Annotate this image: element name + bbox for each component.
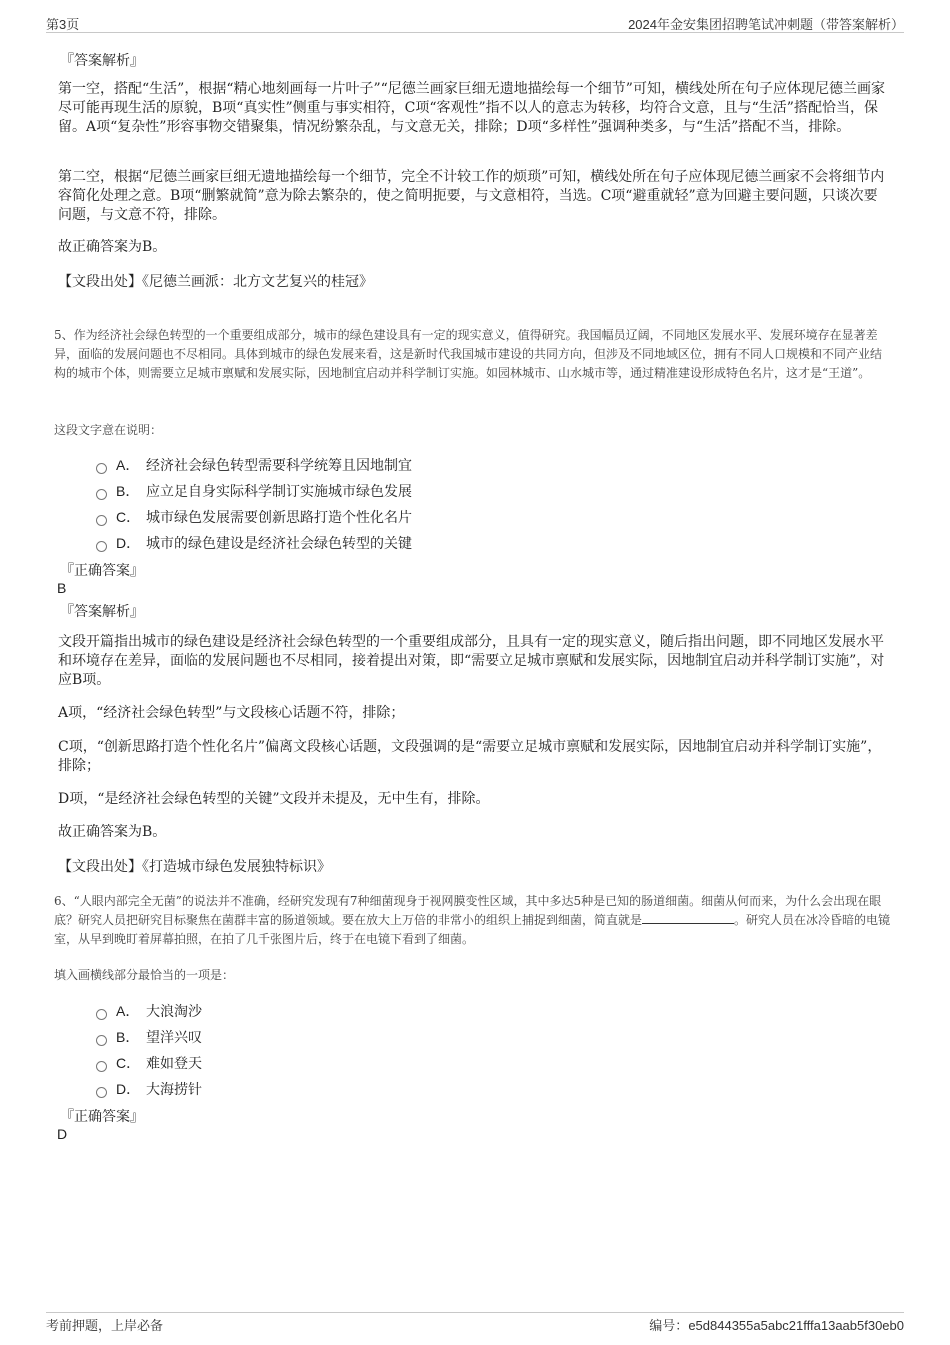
q5-option-d[interactable]: D． 城市的绿色建设是经济社会绿色转型的关键 xyxy=(96,533,412,553)
q5-analysis-paragraph-1: 文段开篇指出城市的绿色建设是经济社会绿色转型的一个重要组成部分，且具有一定的现实意义，随后指出问题，即不同地区发展水平和环境存在差异，面临的发展问题也不尽相同，接着提出对策，即“需要立足城市禀赋和发展实际，因地制宜启动并科学制订实施”，对应B项。 xyxy=(58,634,885,688)
q6-correct-answer: D xyxy=(57,1126,68,1142)
radio-button-icon[interactable] xyxy=(96,541,107,552)
q6-option-d[interactable]: D． 大海捞针 xyxy=(96,1079,202,1099)
q4-analysis-paragraph-2: 第二空，根据“尼德兰画家巨细无遗地描绘每一个细节，完全不计较工作的烦琐”可知，横线处所在句子应体现尼德兰画家不会将细节内容简化处理之意。B项“删繁就简”意为除去繁杂的，使之简明扼要，与文意相符，当选。C项“避重就轻”意为回避主要问题，只谈次要问题，与文意不符，排除。 xyxy=(58,169,885,223)
q4-analysis-paragraph-1: 第一空，搭配“生活”，根据“精心地刻画每一片叶子”“尼德兰画家巨细无遗地描绘每一个细节”可知，横线处所在句子应体现尼德兰画家尽可能再现生活的原貌，B项“真实性”侧重与事实相符，C项“客观性”指不以人的意志为转移，均符合文意，且与“生活”搭配恰当，保留。A项“复杂性”形容事物交错聚集，情况纷繁杂乱，与文意无关，排除；D项“多样性”强调种类多，与“生活”搭配不当，排除。 xyxy=(58,81,885,135)
q6-option-b[interactable]: B． 望洋兴叹 xyxy=(96,1027,202,1047)
q6-option-c[interactable]: C． 难如登天 xyxy=(96,1053,202,1073)
q4-source: 【文段出处】《尼德兰画派：北方文艺复兴的桂冠》 xyxy=(58,274,373,290)
q5-correct-answer: B xyxy=(57,580,67,596)
q5-analysis-c: C项，“创新思路打造个性化名片”偏离文段核心话题，文段强调的是“需要立足城市禀赋和发展实际，因地制宜启动并科学制订实施”，排除； xyxy=(58,739,882,774)
radio-button-icon[interactable] xyxy=(96,489,107,500)
q5-question-text: 5、作为经济社会绿色转型的一个重要组成部分，城市的绿色建设具有一定的现实意义，值得研究。我国幅员辽阔，不同地区发展水平、发展环境存在显著差异，面临的发展问题也不尽相同。具体到城市的绿色发展来看，这是新时代我国城市建设的共同方向，但涉及不同地域区位，拥有不同人口规模和不同产业结构的城市个体，则需要立足城市禀赋和发展实际，因地制宜启动并科学制订实施。如园林城市、山水城市等，通过精准建设形成特色名片，这才是“王道”。 xyxy=(54,328,883,380)
document-title: 2024年金安集团招聘笔试冲刺题（带答案解析） xyxy=(628,17,904,32)
page-header xyxy=(46,14,904,33)
q5-source: 【文段出处】《打造城市绿色发展独特标识》 xyxy=(58,859,331,875)
page-number: 第3页 xyxy=(46,17,80,32)
q4-analysis-label: 『答案解析』 xyxy=(60,53,144,69)
radio-button-icon[interactable] xyxy=(96,1061,107,1072)
radio-button-icon[interactable] xyxy=(96,463,107,474)
q6-question-text: 6、“人眼内部完全无菌”的说法并不准确，经研究发现有7种细菌现身于视网膜变性区域，其中多达5种是已知的肠道细菌。细菌从何而来，为什么会出现在眼底？研究人员把研究目标聚焦在菌群丰富的肠道领域。要在放大上万倍的非常小的组织上捕捉到细菌，简直就是 。研究人员在冰冷昏暗的电镜室，从早到晚盯着屏幕拍照，在拍了几千张图片后，终于在电镜下看到了细菌。 xyxy=(54,894,891,946)
footer-slogan: 考前押题，上岸必备 xyxy=(46,1318,164,1333)
q6-option-a[interactable]: A． 大浪淘沙 xyxy=(96,1001,202,1021)
radio-button-icon[interactable] xyxy=(96,515,107,526)
q6-correct-label: 『正确答案』 xyxy=(60,1109,144,1125)
document-code: 编号：e5d844355a5abc21fffa13aab5f30eb0 xyxy=(649,1318,904,1333)
q5-option-a[interactable]: A． 经济社会绿色转型需要科学统筹且因地制宜 xyxy=(96,455,412,475)
q5-prompt: 这段文字意在说明： xyxy=(54,423,163,437)
q5-analysis-label: 『答案解析』 xyxy=(60,604,144,620)
q4-conclusion: 故正确答案为B。 xyxy=(58,239,167,255)
q6-prompt: 填入画横线部分最恰当的一项是： xyxy=(54,968,235,982)
q5-option-b[interactable]: B． 应立足自身实际科学制订实施城市绿色发展 xyxy=(96,481,412,501)
fill-in-blank xyxy=(642,911,734,924)
radio-button-icon[interactable] xyxy=(96,1009,107,1020)
radio-button-icon[interactable] xyxy=(96,1035,107,1046)
q5-analysis-d: D项，“是经济社会绿色转型的关键”文段并未提及，无中生有，排除。 xyxy=(58,791,490,807)
q5-option-c[interactable]: C． 城市绿色发展需要创新思路打造个性化名片 xyxy=(96,507,412,527)
q5-correct-label: 『正确答案』 xyxy=(60,563,144,579)
q5-conclusion: 故正确答案为B。 xyxy=(58,824,167,840)
q5-analysis-a: A项，“经济社会绿色转型”与文段核心话题不符，排除； xyxy=(58,705,405,721)
page-footer xyxy=(46,1312,904,1333)
radio-button-icon[interactable] xyxy=(96,1087,107,1098)
